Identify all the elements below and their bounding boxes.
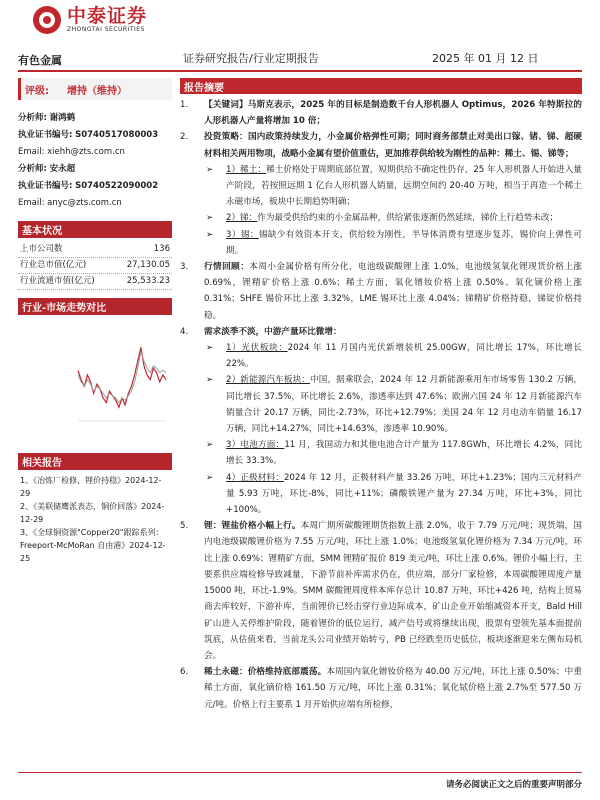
basic-info-row xyxy=(18,258,172,274)
basic-info-section xyxy=(18,221,172,290)
summary-item xyxy=(180,324,582,340)
summary-subitem xyxy=(180,227,582,259)
subitem-keyword: 4）正极材料： xyxy=(226,472,284,483)
analyst-email-label: Email: xyxy=(18,147,45,157)
subitem-text: 2024 年 11 月国内光伏新增装机 25.00GW，同比增长 17%，环比增长 22%。 xyxy=(226,343,583,370)
logo-en-text: ZHONGTAI SECURITIES xyxy=(67,26,145,33)
logo-mark-icon xyxy=(33,6,61,34)
related-report[interactable]: 3、《全球铜资源"Copper20"跟踪系列：Freeport-McMoRan 自由港》2024-12-25 xyxy=(20,528,166,563)
subitem-text: 锡缺少有效资本开支，供给较为刚性，半导体消费有望逐步复苏，锡价向上弹性可期。 xyxy=(226,229,582,256)
summary-subitem xyxy=(180,210,582,226)
analyst-name: 安永超 xyxy=(49,164,76,174)
analyst-name-label: 分析师: xyxy=(18,164,47,174)
analyst-cert: S0740522090002 xyxy=(75,181,159,191)
basic-info-value: 27,130.05 xyxy=(126,260,170,270)
analyst-name: 谢鸿鹤 xyxy=(49,113,76,123)
related-section xyxy=(18,453,172,565)
item-text: 本周广期所碳酸锂期货指数上涨 2.0%，收于 7.79 万元/吨；现货端，国内电池级碳酸锂价格为 7.55 万元/吨，环比上涨 1.0%；电池级氢氧化锂价格为 7.34 万元/吨，环比上涨 0.69%；锂精矿方面，SMM 锂精矿报价 819 美元/吨，环比上涨 0.6%。锂价小幅上行，主要系供应端检修导致减量，下游节前补库需求仍在，供应端，部分厂家检修，本周碳酸锂周度产量 15000 吨，环比-1.9%。SMM 碳酸锂周度样本库存总计 10.87 万吨，环比+426 吨，结构上贸易商去库较好，下游补库，当前锂价已经击穿行业边际成本，矿山企业开始缩减资本开支，Bald Hill 矿山进入关停维护阶段，随着锂价的低位运行，减产信号或将继续出现，股票有望领先基本面提前筑底，从估值来看，当前龙头公司业绩开始转亏，PB 已经跌至历史低位，板块逐渐迎来左侧布局机会。 xyxy=(204,521,582,661)
item-number: 3. xyxy=(180,262,189,273)
subitem-text: 中国，据乘联会，2024 年 12 月新能源乘用车市场零售 130.2 万辆，同比增长 37.5%，环比增长 2.6%，渗透率达到 47.6%；欧洲六国 24 年 12 月新能源汽车销量合计 20.17 万辆，同比-2.73%，环比+12.79%；美国 24 年 12 月电动车销量 16.17 万辆，同比+14.27%，同比+14.63%，渗透率 10.90%。 xyxy=(226,375,582,435)
subitem-text: 11 月，我国动力和其他电池合计产量为 117.8GWh，环比增长 4.2%，同比增长 33.3%。 xyxy=(226,440,583,467)
analyst-cert-label: 执业证书编号: xyxy=(18,181,73,191)
basic-info-label: 行业总市值(亿元) xyxy=(20,260,87,270)
chart-series-line xyxy=(78,352,166,403)
related-title: 相关报告 xyxy=(18,453,172,470)
arrow-icon: ➢ xyxy=(206,472,214,483)
subitem-keyword: 1）光伏板块： xyxy=(226,343,288,354)
basic-info-row xyxy=(18,274,172,290)
subitem-text: 作为最受供给约束的小金属品种，供给紧张逐渐仍然延续，锑价上行趋势未改； xyxy=(257,213,559,224)
analyst-name-label: 分析师: xyxy=(18,113,47,123)
summary-title: 报告摘要 xyxy=(180,78,582,94)
main-content xyxy=(180,78,582,713)
basic-info-label: 上市公司数 xyxy=(20,244,63,254)
summary-subitem xyxy=(180,340,582,372)
item-number: 5. xyxy=(180,521,189,532)
item-text: 马斯克表示，2025 年的目标是制造数千台人形机器人 Optimus，2026 年特斯拉的人形机器人产量将增加 10 倍； xyxy=(204,100,582,127)
company-logo xyxy=(33,6,147,34)
subitem-text: 2024 年 12 月，正极材料产量 33.26 万吨，环比+1.23%；国内三元材料产量 5.93 万吨，环比-8%，同比+11%；磷酸铁锂产量为 27.34 万吨，环比+3%，同比+100%。 xyxy=(226,472,582,516)
item-keyword: 需求淡季不淡，中游产量环比微增： xyxy=(204,326,342,337)
analyst-email-label: Email: xyxy=(18,198,45,208)
footer-divider xyxy=(18,772,582,773)
industry-label: 有色金属 xyxy=(18,54,62,67)
item-keyword: 行情回顾： xyxy=(204,262,250,273)
item-text: 国内政策持续发力，小金属价格弹性可期；同时商务部禁止对美出口镓、锗、锑、超硬材料相关两用物项，战略小金属有望价值重估，更加推荐供给较为刚性的品种：稀土、锡、锑等； xyxy=(204,132,582,159)
summary-item xyxy=(180,518,582,664)
arrow-icon: ➢ xyxy=(206,440,214,451)
trend-chart xyxy=(18,321,172,431)
subitem-keyword: 2）锑： xyxy=(226,213,258,224)
rating-box xyxy=(18,78,172,100)
item-number: 1. xyxy=(180,100,189,110)
summary-subitem xyxy=(180,470,582,519)
trend-section xyxy=(18,298,172,431)
arrow-icon: ➢ xyxy=(206,343,214,354)
subitem-keyword: 3）电池方面： xyxy=(226,440,285,451)
summary-subitem xyxy=(180,372,582,437)
rating-label: 评级: xyxy=(25,85,49,97)
trend-chart-svg xyxy=(18,321,172,431)
summary-subitem xyxy=(180,162,582,211)
basic-info-value: 136 xyxy=(153,244,170,254)
item-number: 2. xyxy=(180,132,189,143)
analyst-cert: S0740517080003 xyxy=(75,130,159,140)
item-keyword: 【关键词】 xyxy=(204,100,248,110)
subitem-keyword: 2）新能源汽车板块： xyxy=(226,375,311,386)
trend-title: 行业-市场走势对比 xyxy=(18,298,172,315)
basic-info-title: 基本状况 xyxy=(18,221,172,238)
arrow-icon: ➢ xyxy=(206,375,214,386)
analyst-cert-label: 执业证书编号: xyxy=(18,130,73,140)
analyst-email[interactable]: xiehh@zts.com.cn xyxy=(47,147,125,157)
summary-item xyxy=(180,129,582,161)
item-text: 本周国内氧化镨钕价格为 40.00 万元/吨，环比上涨 0.50%；中重稀土方面，氧化镝价格 161.50 万元/吨，环比上涨 0.31%；氧化铽价格上涨 2.7%至 577.50 万元/吨。价格上行主要系 1 月开始供应端有所检修， xyxy=(204,667,582,710)
arrow-icon: ➢ xyxy=(206,229,214,240)
analyst-email[interactable]: anyc@zts.com.cn xyxy=(47,198,122,208)
subitem-text: 稀土价格处于周期底部位置，短期供给不确定性仍存，25 年人形机器人开始进入量产阶段，若按照远期 1 亿台人形机器人销量，远期空间约 20-40 万吨，相当于再造一个稀土永磁市场，板块中长期趋势明确； xyxy=(226,164,583,208)
summary-item xyxy=(180,664,582,713)
report-header xyxy=(0,0,600,72)
footer-disclaimer: 请务必阅读正文之后的重要声明部分 xyxy=(445,780,582,790)
item-keyword: 锂：锂盐价格小幅上行。 xyxy=(204,521,301,532)
subitem-keyword: 3）锡： xyxy=(226,229,259,240)
header-divider xyxy=(18,70,582,72)
summary-subitem xyxy=(180,437,582,469)
item-text: 本周小金属价格有所分化，电池级碳酸锂上涨 1.0%，电池级氢氧化锂现货价格上涨 0.69%，锂精矿价格上涨 0.6%；稀土方面，氧化镨钕价格上涨 0.50%、氧化镝价格上涨 0.31%；SHFE 锡价环比上涨 3.32%，LME 锡环比上涨 4.04%；锑精矿价格持稳，锑锭价格持稳。 xyxy=(204,262,582,321)
sidebar xyxy=(18,78,172,565)
summary-item xyxy=(180,97,582,129)
item-number: 4. xyxy=(180,326,189,337)
arrow-icon: ➢ xyxy=(206,164,214,175)
related-report[interactable]: 1、《冶炼厂检修，锂价持稳》2024-12-29 xyxy=(20,476,162,498)
report-date: 2025 年 01 月 12 日 xyxy=(432,52,539,65)
rating-value: 增持（维持） xyxy=(67,85,127,97)
report-type: 证券研究报告/行业定期报告 xyxy=(183,52,319,65)
item-keyword: 稀土永磁：价格维持底部震荡。 xyxy=(204,667,327,678)
item-keyword: 投资策略： xyxy=(204,132,248,143)
subitem-keyword: 1）稀土： xyxy=(226,164,267,175)
summary-item xyxy=(180,259,582,324)
arrow-icon: ➢ xyxy=(206,213,214,224)
analyst-block xyxy=(18,110,172,212)
basic-info-value: 25,533.23 xyxy=(126,276,170,286)
item-number: 6. xyxy=(180,667,189,678)
related-report[interactable]: 2、《美联储鹰派表态，铜价回落》2024-12-29 xyxy=(20,502,165,524)
basic-info-row xyxy=(18,242,172,258)
basic-info-label: 行业流通市值(亿元) xyxy=(20,276,95,286)
logo-cn-text: 中泰证券 xyxy=(67,5,148,27)
